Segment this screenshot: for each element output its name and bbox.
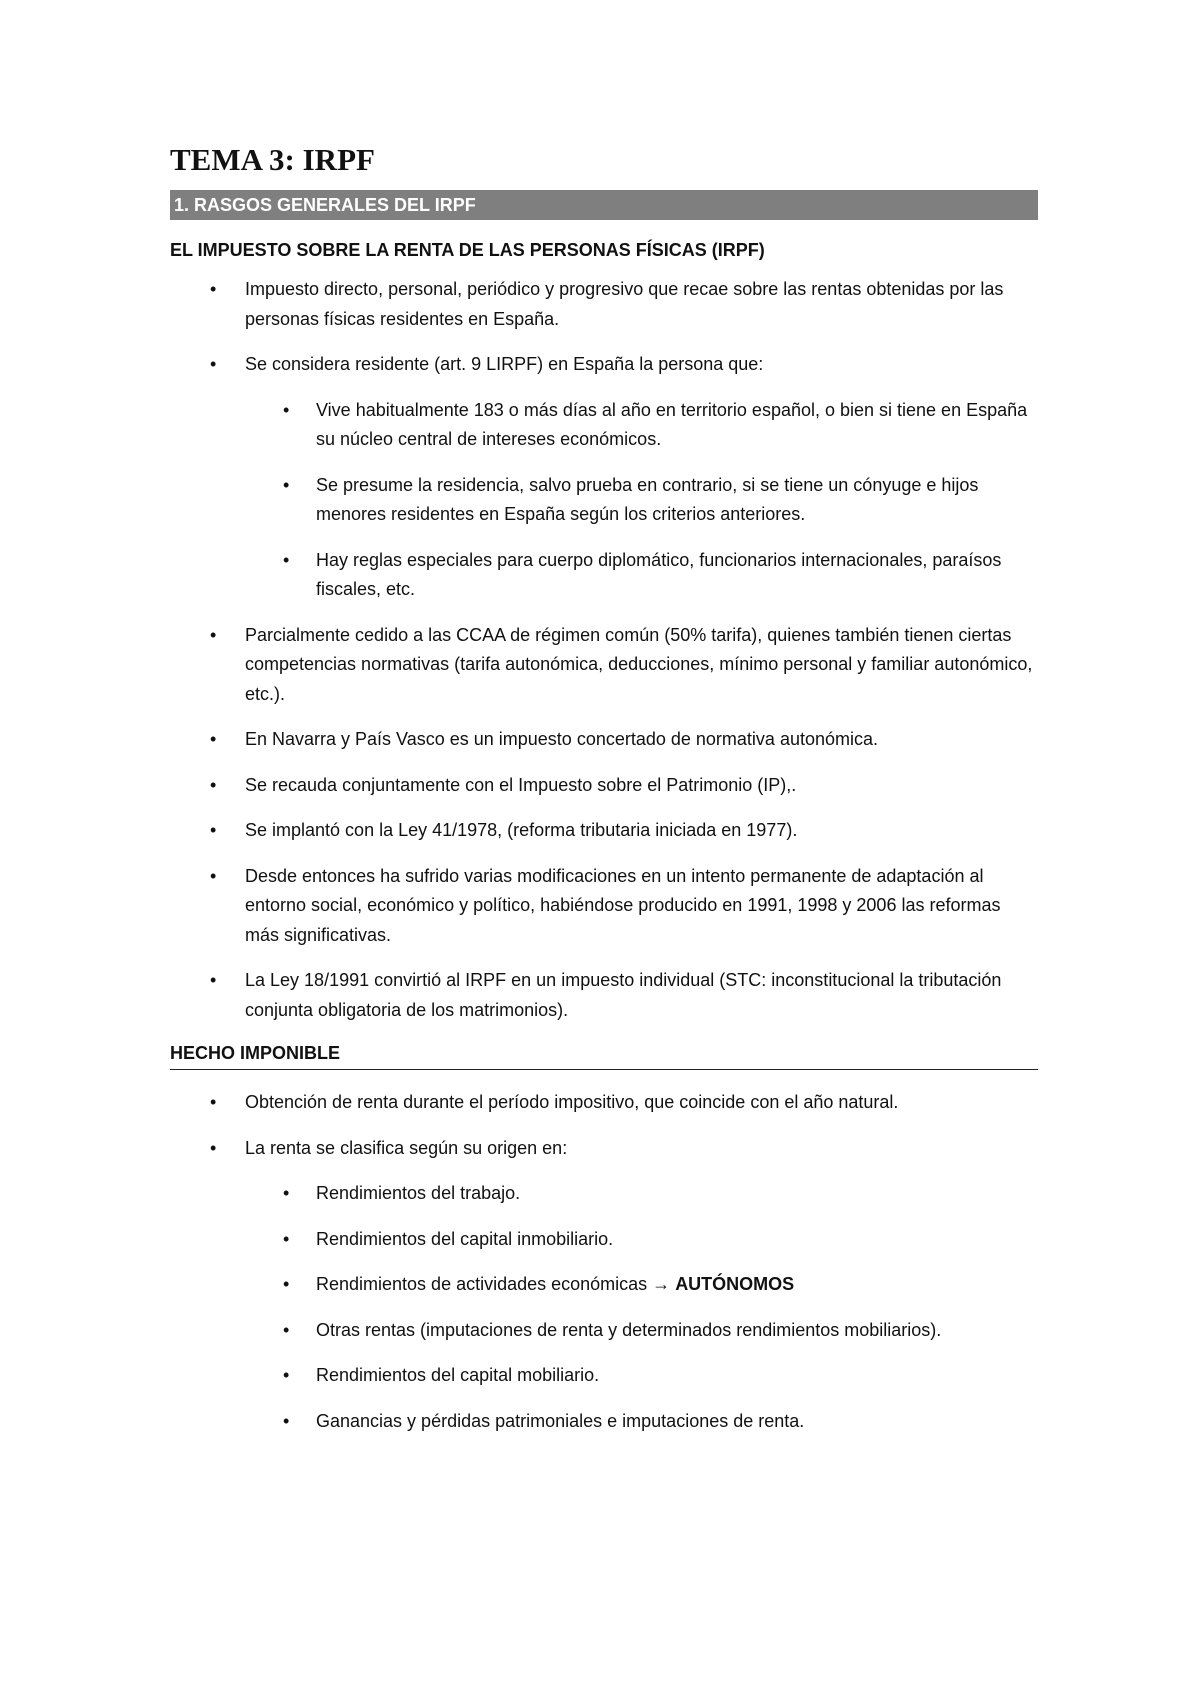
document-title: TEMA 3: IRPF [170, 142, 375, 177]
list-item: • En Navarra y País Vasco es un impuesto concertado de normativa autonómica. [170, 725, 1038, 755]
list-item: • Parcialmente cedido a las CCAA de régimen común (50% tarifa), quienes también tienen ciertas competencias normativas (tarifa autonómica, deducciones, mínimo personal y familiar autonómico, etc.). [170, 621, 1038, 710]
list-item-text: Se considera residente (art. 9 LIRPF) en España la persona que: [245, 354, 764, 374]
sub-list-item: • Rendimientos del capital inmobiliario. [243, 1225, 1038, 1255]
list-item: • Impuesto directo, personal, periódico y progresivo que recae sobre las rentas obtenidas por las personas físicas residentes en España. [170, 275, 1038, 334]
renta-sublist [245, 1179, 1038, 1436]
sub-list-item: • Hay reglas especiales para cuerpo diplomático, funcionarios internacionales, paraísos fiscales, etc. [243, 546, 1038, 605]
list-item-text: La renta se clasifica según su origen en: [245, 1137, 568, 1158]
section-1-header-bar: 1. RASGOS GENERALES DEL IRPF [170, 190, 1038, 220]
sub-list-item: • Se presume la residencia, salvo prueba en contrario, si se tiene un cónyuge e hijos menores residentes en España según los criterios anteriores. [243, 471, 1038, 530]
irpf-bullet-list [170, 275, 1038, 1025]
autonomos-emphasis: AUTÓNOMOS [675, 1274, 795, 1294]
sub-list-item: • Otras rentas (imputaciones de renta y determinados rendimientos mobiliarios). [243, 1316, 1038, 1346]
sub-list-item: • Vive habitualmente 183 o más días al año en territorio español, o bien si tiene en España su núcleo central de intereses económicos. [243, 396, 1038, 455]
sub-list-item: • Rendimientos del trabajo. [243, 1179, 1038, 1209]
irpf-heading: EL IMPUESTO SOBRE LA RENTA DE LAS PERSONAS FÍSICAS (IRPF) [170, 240, 765, 260]
sub-list-item: • Rendimientos del capital mobiliario. [243, 1361, 1038, 1391]
document-page [170, 140, 1038, 1452]
list-item-renta-clasificacion [170, 1134, 1038, 1437]
list-item: • Se recauda conjuntamente con el Impuesto sobre el Patrimonio (IP),. [170, 771, 1038, 801]
sub-list-item: • Ganancias y pérdidas patrimoniales e imputaciones de renta. [243, 1407, 1038, 1437]
sub-list-item-actividades [243, 1270, 1038, 1300]
list-item: • Obtención de renta durante el período impositivo, que coincide con el año natural. [170, 1088, 1038, 1118]
list-item: • La Ley 18/1991 convirtió al IRPF en un impuesto individual (STC: inconstitucional la tributación conjunta obligatoria de los matrimonios). [170, 966, 1038, 1025]
residente-sublist [245, 396, 1038, 605]
sub-list-item-text: Rendimientos de actividades económicas → [316, 1274, 676, 1294]
hecho-imponible-heading: HECHO IMPONIBLE [170, 1041, 1038, 1070]
list-item: • Desde entonces ha sufrido varias modificaciones en un intento permanente de adaptación al entorno social, económico y político, habiéndose producido en 1991, 1998 y 2006 las reformas más significativas. [170, 862, 1038, 951]
list-item: • Se implantó con la Ley 41/1978, (reforma tributaria iniciada en 1977). [170, 816, 1038, 846]
list-item-residente [170, 350, 1038, 605]
hecho-imponible-bullet-list [170, 1088, 1038, 1436]
